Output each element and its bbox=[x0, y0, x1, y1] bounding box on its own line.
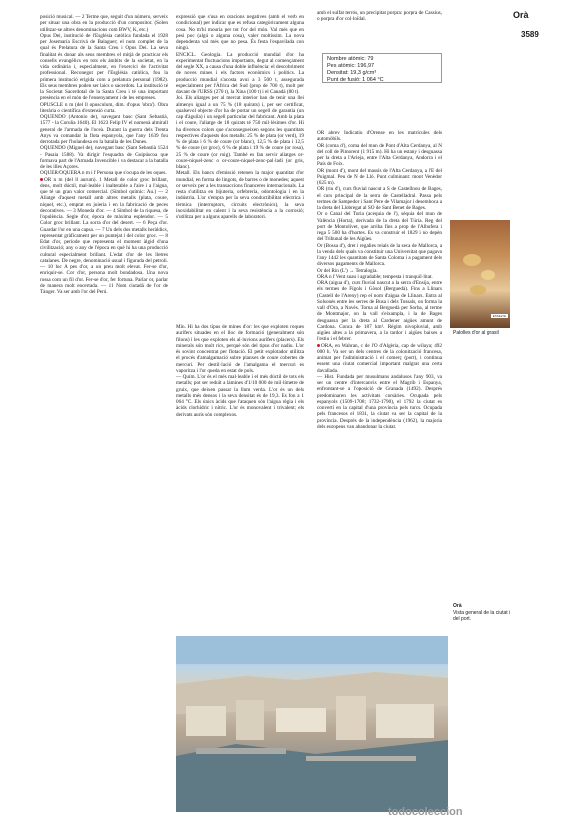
entry-or-phrases: expressió que s'usa en oracions negatives (amb el verb en condicional) per indicar que es refusa categòricament alguna cosa. No m'hi mouria per tot l'or del món. Val més que en pesi poc (algú o alguna cosa), valer moltíssim. La nova dependenta val més que no pesa. És festa l'espavilada con ningú. bbox=[176, 14, 304, 52]
entry-or-riu: OR (riu d'), curs fluvial nascut a S de Castellnou de Bages, el curs principal de la serra de Castelladral. Passa pels termes de Sampedor i Sant Pere de Vilamajor i desemboca a la dreta del Llobregat al SO de Sant Benet de Bages. bbox=[317, 186, 442, 211]
data-melting-point: Punt de fusió: 1 064 °C bbox=[327, 77, 384, 83]
entry-marker-icon bbox=[40, 178, 43, 181]
gold-nuggets-photo bbox=[450, 220, 510, 328]
column-2 bbox=[176, 14, 304, 324]
gold-data-box bbox=[322, 53, 442, 83]
entry-ora: ORA n f Vent suau i agradable; tempesta i tranquil·litat. bbox=[317, 273, 433, 280]
data-atomic-weight: Pes atòmic: 196,97 bbox=[327, 63, 375, 69]
photo1-caption: Palolles d'or al grasil bbox=[453, 330, 499, 336]
entry-or-coma: OR (coma d'), coma del mun de Pont d'Alta Cerdanya, al N del coll de Pimorent (1 915 m). Hi ha un estany i desguassa per la dreta a l'Arieja, entre l'Alta Cerdanya, Andorra i el País de Foix. bbox=[317, 142, 442, 168]
data-atomic-number: Nombre atòmic: 79 bbox=[327, 56, 374, 62]
entry-ora-city-text: ORA, en Wahran, c de l'O d'Algèria, cap de wilaya; 492 000 h. Va ser un dels centres de la colonització francesa, animat per l'administració i el comerç (port), i continua essent una ciutat comercial important malgrat una certa davallada. bbox=[317, 342, 442, 374]
entry-opuscle: OPUSCLE n m (del ll opusculum, dim. d'opus 'obra'). Obra literària o científica d'extensió curta. bbox=[40, 101, 168, 114]
watermark: todocoleccion bbox=[388, 806, 463, 818]
entry-or bbox=[40, 177, 168, 296]
oran-aerial-photo bbox=[176, 636, 448, 812]
photo2-caption-text: Vista general de la ciutat i del port. bbox=[453, 609, 511, 622]
entry-or-bossa: Or (Bossa d'), dret i regalies reials de la seca de Mallorca, a la venda dels quals va constituir una Universitat que pagava l'any 1442 les quantitats de Santa Coloma i a pagament dels diversos pagaments de Mallorca. bbox=[317, 242, 442, 268]
nugget-shapes bbox=[450, 220, 510, 328]
entry-or-canal: Or o Canal del Turia (acequia de l'), sèquia del mun de València (Horta), derivada de la dreta del Túria. Reg del port de Montolivet, que arriba fins a prop de l'Albufera i rega 5 500 ha d'hortes. Es va construir el 1829 i no depèn del Tribunal de les Aigües. bbox=[317, 211, 442, 243]
city-silhouette bbox=[176, 636, 448, 812]
running-head-word: Orà bbox=[513, 10, 529, 20]
column-3-top bbox=[317, 10, 442, 50]
entry-or-abrev: OR abrev Indicatiu d'Orense en les matrícules dels automòbils. bbox=[317, 130, 442, 143]
photo2-caption bbox=[453, 603, 513, 623]
entry-or-text: OR n m (del ll aurum). 1 Metall de color groc brillant, dens, molt dúctil, mal·leable i inalterable a l'aire i a l'aigua, que té un gran valor comercial. (Símbol químic: Au.) — 2 Aliatge d'aquest metall amb altres metalls (plata, coure, níquel, etc.), emprat en joieria i en la fabricació de peces decoratives. — 3 Moneda d'or. — 4 Símbol de la riquesa, de l'opulència. Segle d'or, època de màxima esplendor. — 5 Color groc brillant. La sorra d'or del desert. — 6 Peça d'or. Guardar l'or en una capsa. — 7 Un dels dos metalls heràldics, representat gràficament per un puntejat i del color groc. — 8 Edat d'or, període que representa el moment àlgid d'una civilització; any o any de l'època en què hi ha una producció cultural especialment brillant. L'edat d'or de les lletres catalanes. De negre, denominació usual i figurada del petroli. — 10 loc A pes d'or, a un preu molt elevat. Fer-se d'or, enriquir-se. Cor d'or, persona molt bondadosa. Una nova rossa com un fil d'or. Fer-se d'or, fer fortuna. Parlar or, parlar de manera molt encertada. — 11 Nom ciutadà de l'or de Tànger. Va ser amb l'or del Perú. bbox=[40, 176, 168, 295]
entry-or-mont: OR (mont d'), mont del massís de l'Alta Cerdanya, a l'E del Puigmal. Peu de N de Lló. Punt culminant: mont Venèdor (625 m). bbox=[317, 167, 442, 186]
entry-marker-icon bbox=[317, 344, 320, 347]
entry-ora-hist: — Hist. Fundada per musulmans andalusos l'any 903, va ser un centre d'intercanvis entre el Magrib i Espanya, enfrontant-se a l'oposició de Granada (1492). Després predominaren les activitats corsàries. Ocupada pels espanyols (1509-1708; 1732-1790), el 1792 la ciutat es convertí en la capital d'una província pels turcs. Ocupada pels francesos el 1831, la ciutat va ser la capital de la província. Després de la independència (1962), la majoria dels europeus van abandonar la ciutat. bbox=[317, 373, 442, 430]
entry-or-joieria: Joi. Els aliatges per al mercat interior han de tenir una llei almenys igual a un 75 % (18 quirats) i, per ser certificat, qualsevol objecte d'or ha de portar un segell de garantia (un cap d'àguila) i un segell particular del fabricant. Amb la plata i el coure, l'aliatge de 18 quirats té 750 mil·lèsimes d'or. Hi ha diversos colors que s'aconsegueixen segons les quantitats respectives d'aquests dos metalls: 25 % de plata (or verd), 19 % de plata i 6 % de coure (or blanc), 12,5 % de plata i 12,5 % de coure (or groc), 6 % de plata i 19 % de coure (or rosa), 25 % de coure (or roig). També es fan servir aliatges or-coure-níquel-zenc o or-coure-níquel-zenc-pal·ladi (or gris, blanc). bbox=[176, 95, 304, 170]
data-density: Densitat: 19,3 g/cm³ bbox=[327, 70, 377, 76]
entry-opus-dei: Opus Dei, institució de l'Església catòlica fundada el 1928 per Josemaría Escrivá de Balaguer; el nom complet de la qual és Prelatura de la Santa Creu i Opus Dei. La seva finalitat és donar als seus membres el mitjà de practicar els consells evangèlics en tots els àmbits de la societat, en la vida ordinària i, especialment, en l'exercici de l'activitat professional. Reconegut per l'Església catòlica, fou la primera institució erigida com a prelatura personal (1982). Els seus membres poden ser laics o sacerdots. La institució té la Societat Sacerdotal de la Santa Creu i té una important presència en el món de l'ensenyament i de les empreses. bbox=[40, 32, 168, 102]
photo2-caption-title: Orà bbox=[453, 603, 462, 609]
entry-ora-aigua: ORA (aigua d'), curs fluvial nascut a la serra d'Ensija, entre els termes de Fígols i Gòsol (Berguedà). Fins a Llinars (Castell de l'Areny) rep el nom d'aigua de Llinars. Entra al Solsonès entre les serres de Busa i dels Tossals, on forma la vall d'Ora, a Navès. Torna al Berguedà per Sorba, al terme de Montmajor, on la vall s'eixampla, i la de Bages desguassa per la dreta al Cardener aigües amunt de Cardona. Conca de 187 km². Règim nivopluvial, amb aigües altes a la primavera, a la tardor i aigües baixes a l'estiu i el febrer. bbox=[317, 280, 442, 343]
entry-ora-city bbox=[317, 343, 442, 374]
entry-or-del-rin: Or del Rin (L') → Tetralogia. bbox=[317, 267, 378, 274]
entry-oquendo-miguel: OQUENDO (Miguel de), navegant basc (Sant Sebastià 1524 - Pasaia 1588). Va dirigir l'esquadra de Guipúscoa que formava part de l'Armada Invencible i va destacar a la batalla de les illes Açores. bbox=[40, 145, 168, 170]
photo-credit-tag: ESSELTE bbox=[492, 314, 506, 318]
page-number: 3589 bbox=[521, 30, 539, 39]
entry-oquendo-antonio: OQUENDO (Antonio de), navegant basc (Sant Sebastià, 1577 - la Coruña 1640). El 1623 Felip IV el nomenà almirall general de l'armada de l'oceà. Durant la guerra dels Trenta Anys va comandar la flota espanyola, que l'any 1639 fou derrotada per l'holandesa en la batalla de les Dunes. bbox=[40, 114, 168, 145]
entry-or-metall: Metall. Els bancs d'emissió retenen la major quantitat d'or mundial, en forma de lingots, de barres o de monedes; aquest or serveix per a les transaccions financeres internacionals. La resta s'utilitza en bijuteria, orfebreria, odontologia i en la indústria. L'or s'empra per la seva conductibilitat elèctrica i tèrmica (interruptors, circuits electrònics), la seva inoxidabilitat en calent i la seva resistència a la corrosió; s'utilitza per a alguns aparells de laboratori. bbox=[176, 170, 304, 220]
entry-or-purple: amb el sulfat terrós, un precipitat porpra: porpra de Cassius, o porpra d'or col·loïdal. bbox=[317, 10, 442, 23]
entry-opus-tail: posició musical. — 2 Terme que, seguit d'un número, serveix per situar una obra en la producció d'un compositor. (Solen utilitzar-se altres denominacions com BWV, K, etc.) bbox=[40, 14, 168, 33]
column-1 bbox=[40, 14, 168, 832]
entry-or-mines: Min. Hi ha dos tipus de mines d'or: les que exploten roques aurífers situades en el lloc de formació (generalment són filons) i les que exploten els al·luvions aurífers (placers). Els minerals són molt rics, perquè són del tipus d'or nadiu. L'or és sovint concentrat per flotació. El petit explotador utilitza el procés d'amalgamació sobre planxes de coure cobertes de mercuri. Per destil·lació de l'amalgama el mercuri es vaporitza i l'or queda en estat de pols. bbox=[176, 324, 304, 374]
column-3 bbox=[317, 130, 442, 635]
column-2-lower bbox=[176, 324, 304, 524]
entry-oquer: OQUER/OQUERA n m i f Persona que s'ocupa de les oques. bbox=[40, 170, 167, 177]
entry-or-encicl: ENCICL. Geologia. La producció mundial d'or ha experimentat fluctuacions importants, degut al començament del segle XX, a causa d'una doble influència: el descobriment de noves mines i els factors econòmics i polítics. La producció mundial s'acosta avui a 3 500 t, assegurada especialment per l'Àfrica del Sud (prop de 700 t), molt per davant de l'URSS (270 t), la Xina (100 t) i el Canadà (80 t). bbox=[176, 51, 304, 95]
entry-or-quimica: — Quím. L'or és el més mal·leable i el més dúctil de tots els metalls; pot ser reduït a làmines d'1/10 000 de mil·límetre de gruix, que deixen passar la llum verda. L'or és un dels metalls més densos i la seva densitat és de 19,3. Es fon a 1 064 °C. Els únics àcids que l'ataquen són l'aigua règia i els àcids clorhídric i nítric. L'or és monovalent i trivalent; els derivats auris són complexos. bbox=[176, 374, 304, 418]
